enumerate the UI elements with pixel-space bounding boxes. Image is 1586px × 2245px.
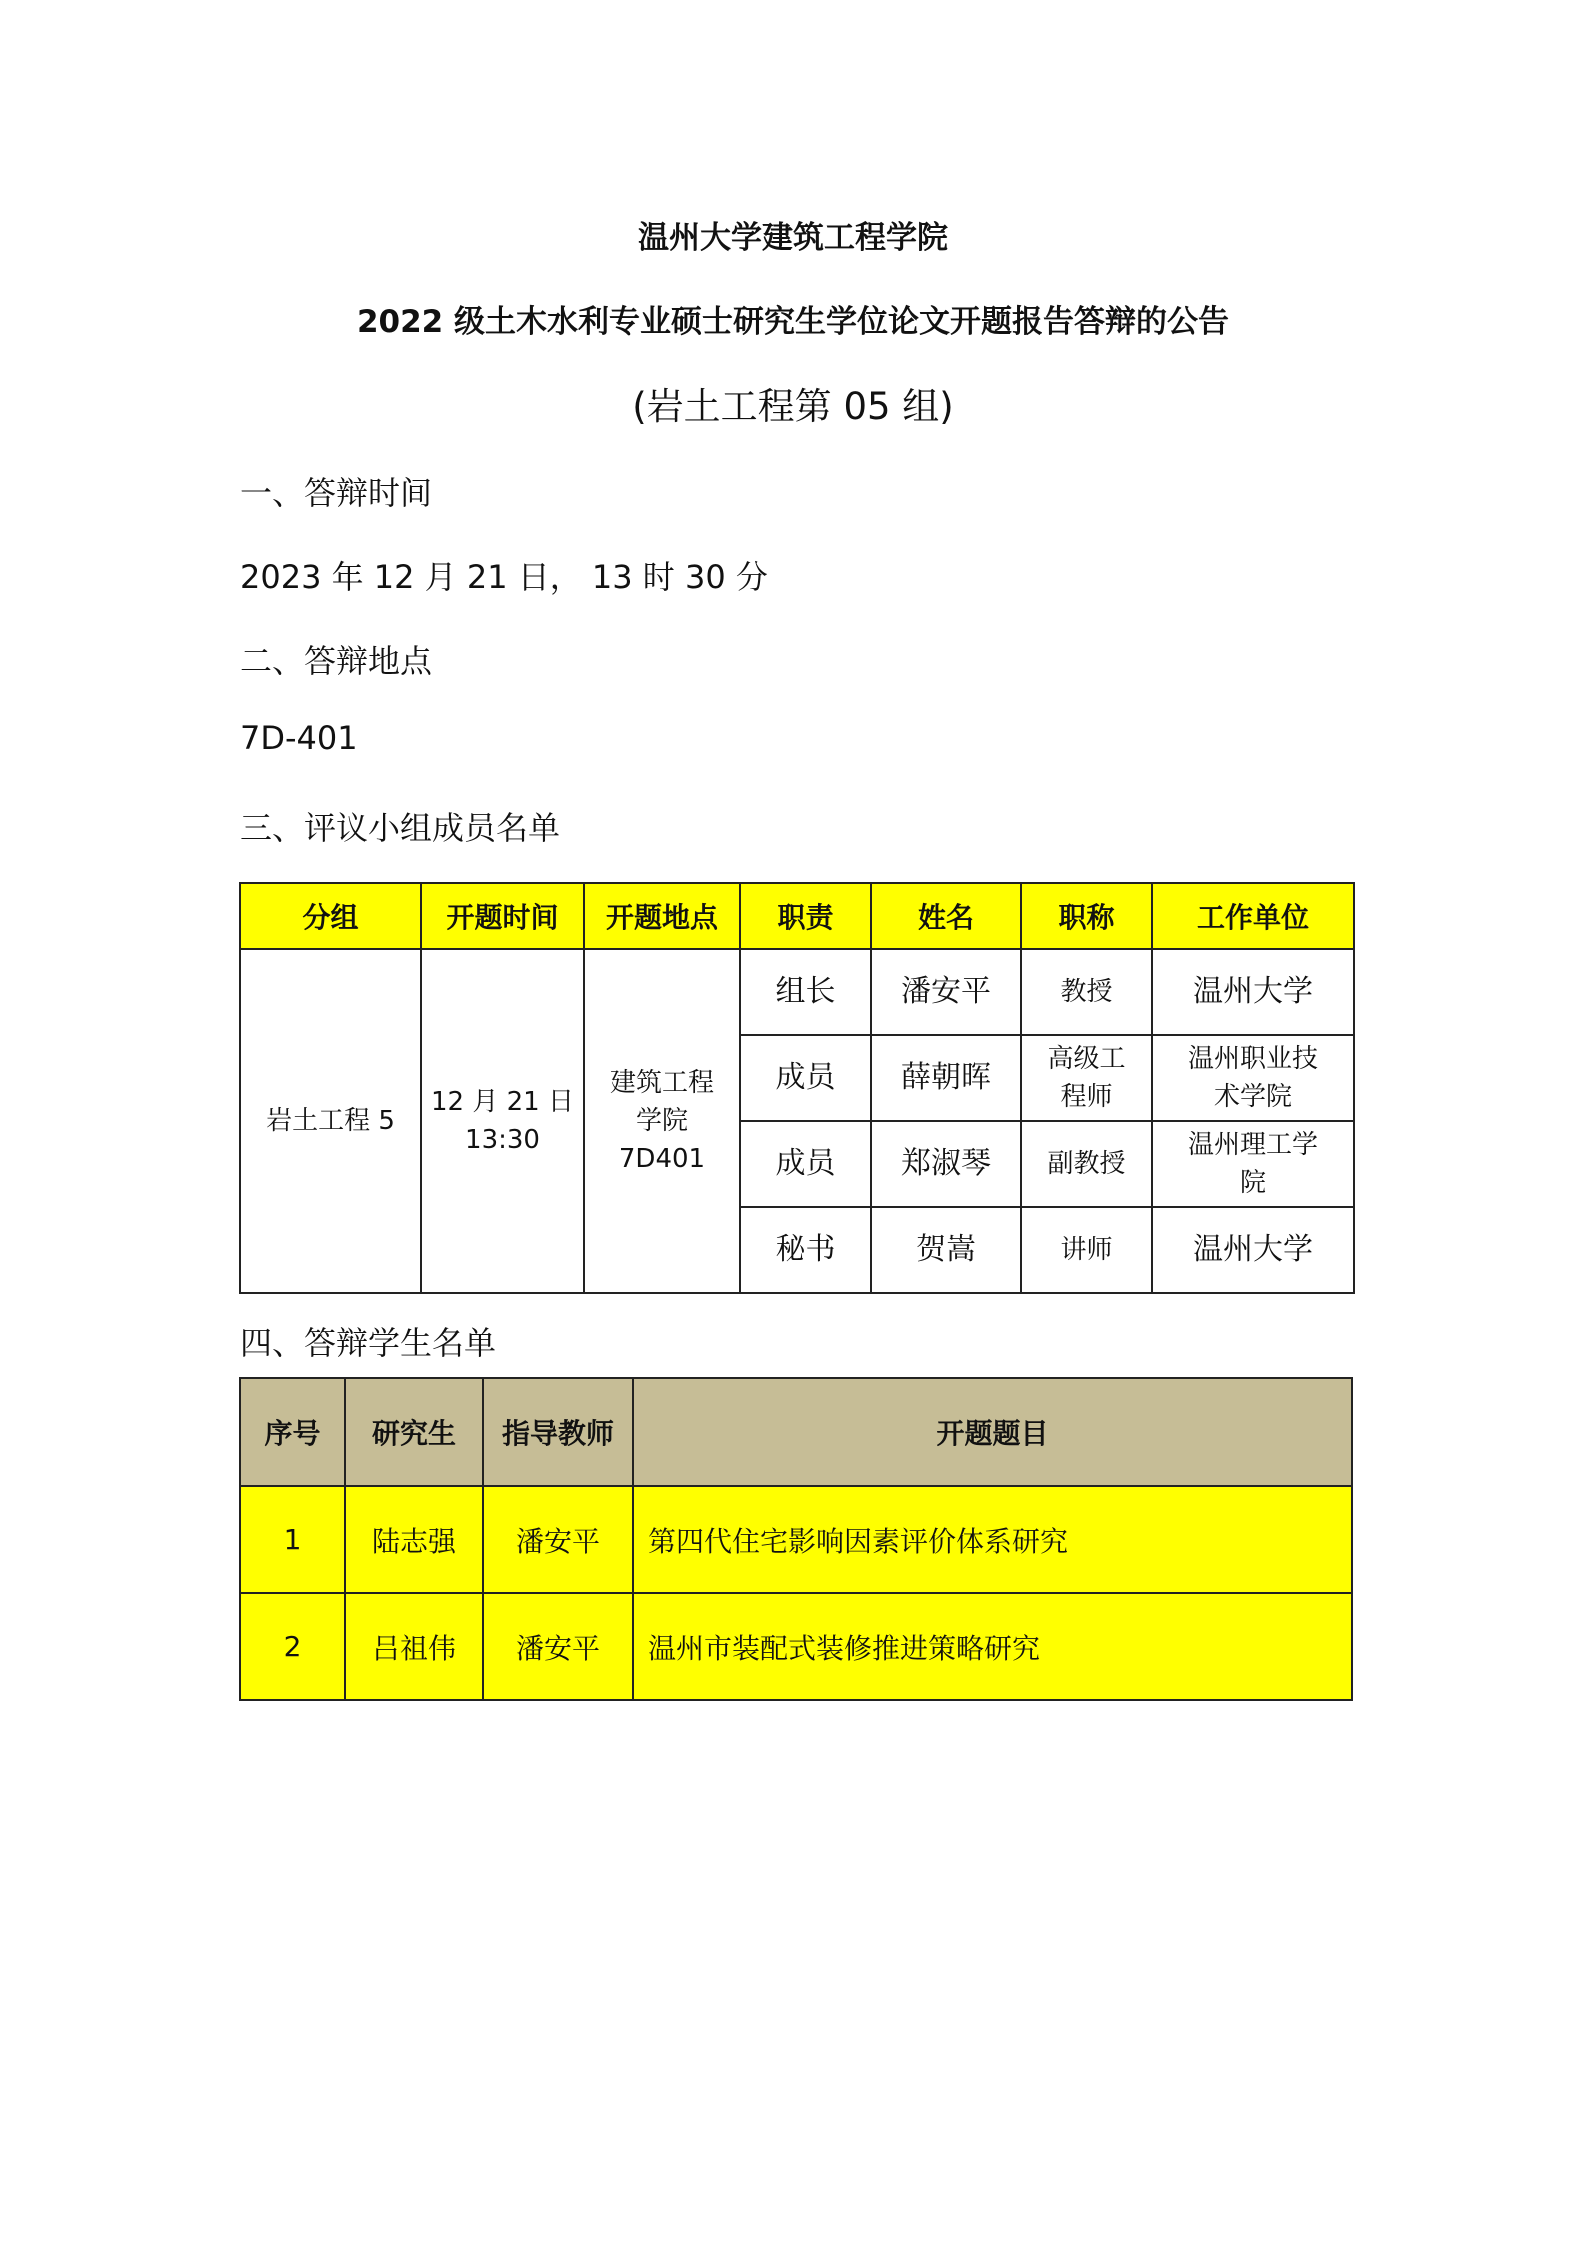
place-line: 学院 xyxy=(635,1106,688,1136)
member-unit xyxy=(1152,1121,1354,1207)
place-line: 7D401 xyxy=(618,1144,706,1174)
member-title-line: 副教授 xyxy=(1047,1149,1126,1179)
time-date: 12 月 21 日 xyxy=(431,1087,574,1117)
committee-header-cell: 职称 xyxy=(1021,883,1152,949)
students-header-cell: 研究生 xyxy=(345,1378,483,1486)
member-title xyxy=(1021,1035,1152,1121)
student-advisor: 潘安平 xyxy=(483,1486,633,1593)
section-place-heading: 二、答辩地点 xyxy=(240,642,433,680)
member-unit-line: 温州理工学 xyxy=(1187,1130,1318,1160)
student-name: 吕祖伟 xyxy=(345,1593,483,1700)
member-name: 薛朝晖 xyxy=(871,1035,1021,1121)
member-title-line: 程师 xyxy=(1060,1082,1113,1112)
announcement-title: 2022 级土木水利专业硕士研究生学位论文开题报告答辩的公告 xyxy=(356,304,1230,340)
student-advisor: 潘安平 xyxy=(483,1593,633,1700)
student-row xyxy=(240,1593,1352,1700)
member-title xyxy=(1021,1207,1152,1293)
committee-header-cell: 工作单位 xyxy=(1152,883,1354,949)
students-table xyxy=(239,1377,1353,1701)
section-time-value: 2023 年 12 月 21 日， 13 时 30 分 xyxy=(240,558,768,596)
group-cell xyxy=(240,949,421,1293)
committee-table xyxy=(239,882,1355,1294)
member-title-line: 讲师 xyxy=(1060,1235,1113,1265)
student-name: 陆志强 xyxy=(345,1486,483,1593)
member-unit-line: 温州职业技 xyxy=(1187,1044,1318,1074)
member-role: 成员 xyxy=(740,1035,871,1121)
student-row xyxy=(240,1486,1352,1593)
time-cell xyxy=(421,949,584,1293)
member-unit-line: 术学院 xyxy=(1213,1082,1292,1112)
committee-header-cell: 分组 xyxy=(240,883,421,949)
school-name: 温州大学建筑工程学院 xyxy=(638,220,948,256)
student-no: 2 xyxy=(240,1593,345,1700)
member-unit-line: 温州大学 xyxy=(1193,974,1313,1009)
section-committee-heading: 三、评议小组成员名单 xyxy=(240,809,561,847)
student-topic: 温州市装配式装修推进策略研究 xyxy=(633,1593,1352,1700)
member-title-line: 高级工 xyxy=(1047,1044,1126,1074)
student-topic: 第四代住宅影响因素评价体系研究 xyxy=(633,1486,1352,1593)
committee-header-cell: 职责 xyxy=(740,883,871,949)
group-subtitle: (岩土工程第 05 组) xyxy=(632,385,954,428)
member-unit-line: 院 xyxy=(1239,1168,1266,1198)
member-role: 成员 xyxy=(740,1121,871,1207)
member-unit xyxy=(1152,1207,1354,1293)
place-line: 建筑工程 xyxy=(609,1068,714,1098)
member-unit xyxy=(1152,1035,1354,1121)
member-title-line: 教授 xyxy=(1060,977,1113,1007)
member-unit-line: 温州大学 xyxy=(1193,1232,1313,1267)
committee-row xyxy=(240,949,1354,1035)
students-header-cell: 指导教师 xyxy=(483,1378,633,1486)
member-role: 秘书 xyxy=(740,1207,871,1293)
section-students-heading: 四、答辩学生名单 xyxy=(240,1324,497,1362)
section-place-value: 7D-401 xyxy=(240,719,358,757)
student-no: 1 xyxy=(240,1486,345,1593)
students-header-cell: 序号 xyxy=(240,1378,345,1486)
committee-header-cell: 开题时间 xyxy=(421,883,584,949)
member-title xyxy=(1021,1121,1152,1207)
section-time-heading: 一、答辩时间 xyxy=(240,474,433,512)
committee-header-cell: 姓名 xyxy=(871,883,1021,949)
students-header-row xyxy=(240,1378,1352,1486)
committee-header-cell: 开题地点 xyxy=(584,883,740,949)
member-name: 潘安平 xyxy=(871,949,1021,1035)
member-role: 组长 xyxy=(740,949,871,1035)
students-header-cell: 开题题目 xyxy=(633,1378,1352,1486)
member-title xyxy=(1021,949,1152,1035)
member-unit xyxy=(1152,949,1354,1035)
member-name: 郑淑琴 xyxy=(871,1121,1021,1207)
time-clock: 13:30 xyxy=(465,1125,540,1155)
place-cell xyxy=(584,949,740,1293)
committee-header-row xyxy=(240,883,1354,949)
group-value: 岩土工程 5 xyxy=(266,1106,395,1136)
member-name: 贺嵩 xyxy=(871,1207,1021,1293)
